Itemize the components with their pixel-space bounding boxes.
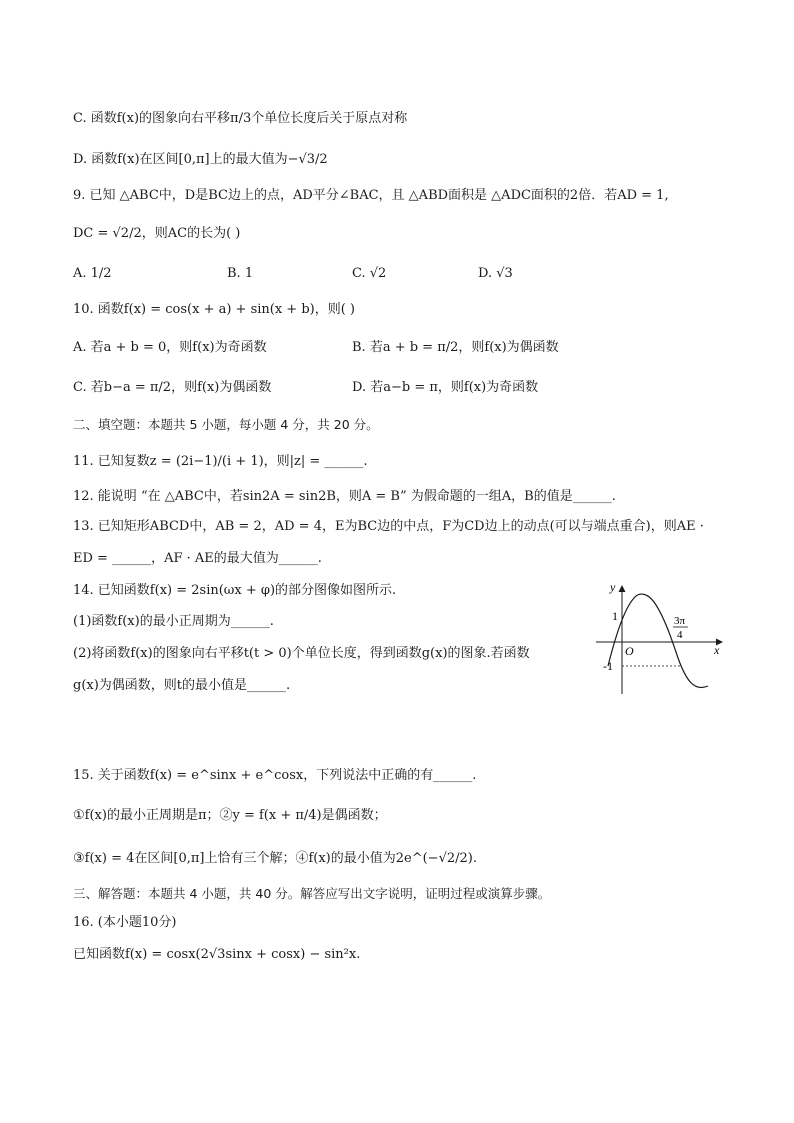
section-3-heading: 三、解答题：本题共 4 小题，共 40 分。解答应写出文字说明，证明过程或演算步骤。 xyxy=(73,886,551,901)
q10-option-c: C. 若b−a = π/2，则f(x)为偶函数 xyxy=(73,380,272,395)
y-tick-one: 1 xyxy=(612,609,618,623)
origin-label: O xyxy=(625,644,634,658)
x-mark-numerator: 3π xyxy=(674,615,686,627)
sine-curve xyxy=(608,594,708,687)
question-14-part-2-line-2: g(x)为偶函数，则t的最小值是______. xyxy=(73,678,291,693)
y-axis-label: y xyxy=(610,580,616,594)
question-14-part-1: (1)函数f(x)的最小正周期为______. xyxy=(73,614,274,629)
question-11: 11. 已知复数z = (2i−1)/(i + 1)，则|z| = ______. xyxy=(73,454,368,469)
question-14-part-2: (2)将函数f(x)的图象向右平移t(t > 0)个单位长度，得到函数g(x)的图象.若函数 xyxy=(73,646,530,661)
question-16-statement: 已知函数f(x) = cosx(2√3sinx + cosx) − sin²x. xyxy=(73,947,361,962)
question-9: 9. 已知 △ABC中，D是BC边上的点，AD平分∠BAC，且 △ABD面积是 △ADC面积的2倍．若AD = 1, xyxy=(73,188,669,203)
question-15-options-3-4: ③f(x) = 4在区间[0,π]上恰有三个解；④f(x)的最小值为2e^(−√2/2). xyxy=(73,851,477,866)
question-14: 14. 已知函数f(x) = 2sin(ωx + φ)的部分图像如图所示. xyxy=(73,583,397,598)
question-12: 12. 能说明 “在 △ABC中，若sin2A = sin2B，则A = B” 为假命题的一组A，B的值是______. xyxy=(73,489,616,504)
option-c-line: C. 函数f(x)的图象向右平移π/3个单位长度后关于原点对称 xyxy=(73,111,408,126)
question-15: 15. 关于函数f(x) = e^sinx + e^cosx，下列说法中正确的有______. xyxy=(73,768,477,783)
q10-option-a: A. 若a + b = 0，则f(x)为奇函数 xyxy=(73,340,267,355)
q9-option-d: D. √3 xyxy=(478,266,513,281)
question-10: 10. 函数f(x) = cos(x + a) + sin(x + b)，则( ) xyxy=(73,302,356,317)
q9-option-b: B. 1 xyxy=(227,266,254,281)
option-d-line: D. 函数f(x)在区间[0,π]上的最大值为−√3/2 xyxy=(73,152,328,167)
sine-graph-figure xyxy=(590,578,730,700)
x-mark-denominator: 4 xyxy=(677,629,683,641)
section-2-heading: 二、填空题：本题共 5 小题，每小题 4 分，共 20 分。 xyxy=(73,417,379,432)
question-15-options-1-2: ①f(x)的最小正周期是π；②y = f(x + π/4)是偶函数； xyxy=(73,808,387,823)
x-axis-label: x xyxy=(714,643,720,657)
question-13-line-2: ED = ______，AF · AE的最大值为______. xyxy=(73,551,322,566)
y-tick-minus-one: -1 xyxy=(603,659,613,673)
question-9-line-2: DC = √2/2，则AC的长为( ) xyxy=(73,226,241,241)
q9-option-c: C. √2 xyxy=(352,266,387,281)
question-16-header: 16. (本小题10分) xyxy=(73,915,177,930)
q10-option-b: B. 若a + b = π/2，则f(x)为偶函数 xyxy=(352,340,559,355)
q10-option-d: D. 若a−b = π，则f(x)为奇函数 xyxy=(352,380,539,395)
q9-option-a: A. 1/2 xyxy=(73,266,112,281)
question-13: 13. 已知矩形ABCD中，AB = 2，AD = 4，E为BC边的中点，F为CD边上的动点(可以与端点重合)，则AE · xyxy=(73,519,704,534)
